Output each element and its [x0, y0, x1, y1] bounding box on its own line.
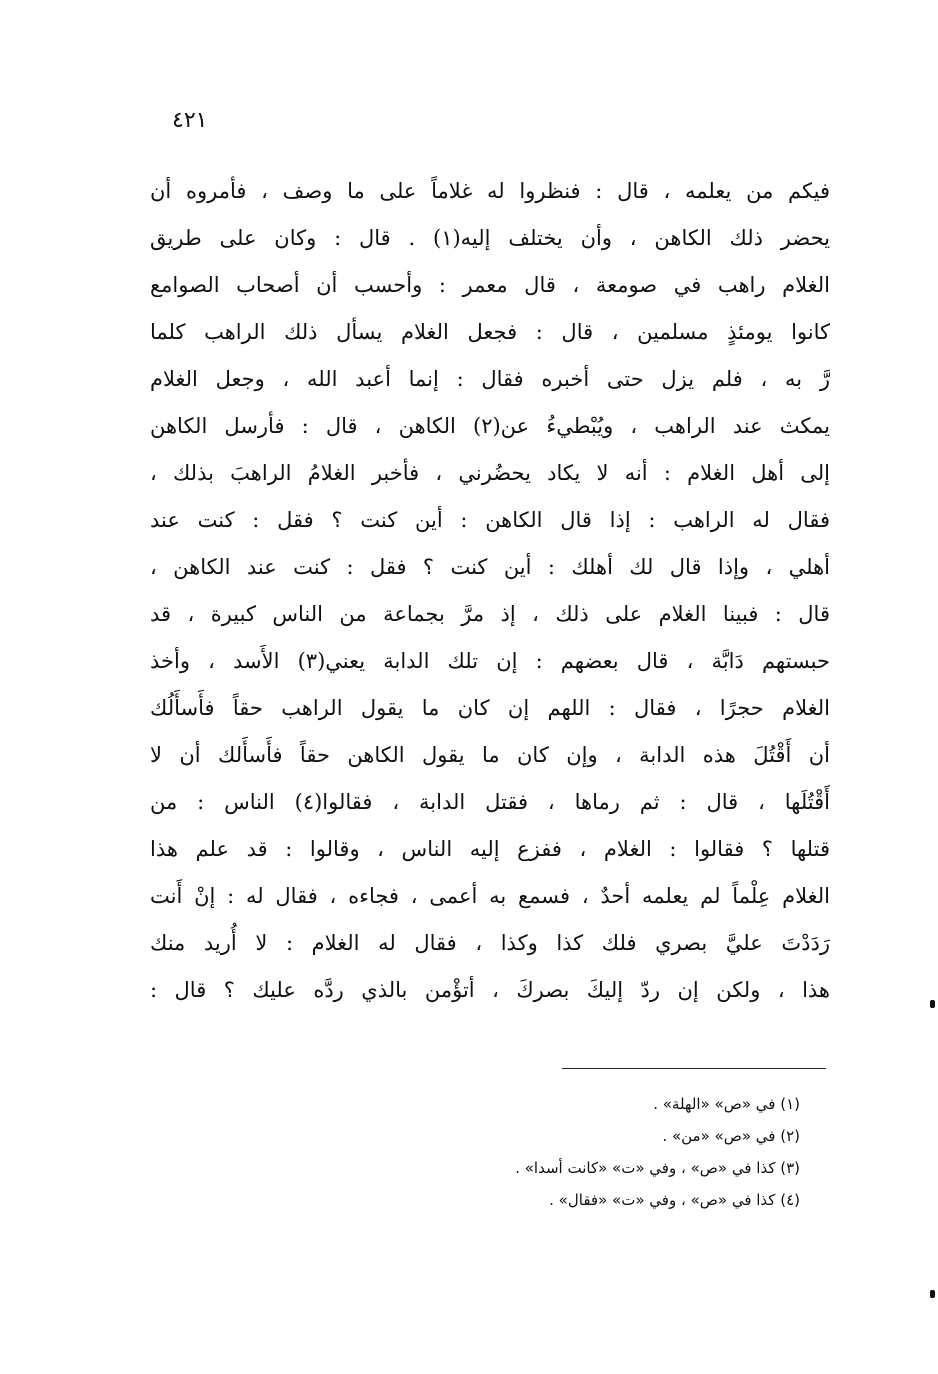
text-line: هذا ، ولكن إن ردّ إليكَ بصركَ ، أتؤْمن بالذي ردَّه عليك ؟ قال :: [150, 978, 830, 1002]
footnotes: [300, 1088, 800, 1216]
text-line: فقال له الراهب : إذا قال الكاهن : أين كنت ؟ فقل : كنت عند: [150, 508, 830, 532]
text-line: يمكث عند الراهب ، ويُبْطيءُ عن(٢) الكاهن ، قال : فأرسل الكاهن: [150, 414, 830, 438]
text-line: حبستهم دَابَّة ، قال بعضهم : إن تلك الدابة يعني(٣) الأَسد ، وأخذ: [150, 649, 830, 673]
text-line: الغلام راهب في صومعة ، قال معمر : وأحسب أن أصحاب الصوامع: [150, 273, 830, 297]
text-line: الغلام عِلْماً لم يعلمه أحدٌ ، فسمع به أعمى ، فجاءه ، فقال له : إنْ أَنت: [150, 884, 830, 908]
text-line: أن أَقْتُلَ هذه الدابة ، وإن كان ما يقول الكاهن حقاً فأَسأَلك أن لا: [150, 743, 830, 767]
footnote-divider: [562, 1068, 826, 1069]
margin-mark: [930, 1000, 935, 1008]
footnote-2: (٢) في «ص» «من» .: [662, 1127, 800, 1145]
footnote-3: (٣) كذا في «ص» ، وفي «ت» «كانت أسدا» .: [515, 1159, 800, 1177]
text-line: الغلام حجرًا ، فقال : اللهم إن كان ما يقول الراهب حقاً فأَسأَلُك: [150, 696, 830, 720]
footnote-4: (٤) كذا في «ص» ، وفي «ت» «فقال» .: [549, 1191, 800, 1209]
text-line: أَقْتُلَها ، قال : ثم رماها ، فقتل الدابة ، فقالوا(٤) الناس : من: [150, 790, 830, 814]
text-line: أهلي ، وإذا قال لك أهلك : أين كنت ؟ فقل : كنت عند الكاهن ،: [150, 555, 830, 579]
body-text: [150, 168, 830, 1014]
text-line: يحضر ذلك الكاهن ، وأن يختلف إليه(١) . قال : وكان على طريق: [150, 226, 830, 250]
text-line: كانوا يومئذٍ مسلمين ، قال : فجعل الغلام يسأل ذلك الراهب كلما: [150, 320, 830, 344]
text-line: فيكم من يعلمه ، قال : فنظروا له غلاماً على ما وصف ، فأمروه أن: [150, 179, 830, 203]
text-line: قتلها ؟ فقالوا : الغلام ، ففزع إليه الناس ، وقالوا : قد علم هذا: [150, 837, 830, 861]
text-line: رَّ به ، فلم يزل حتى أخبره فقال : إنما أعبد الله ، وجعل الغلام: [150, 367, 830, 391]
text-line: رَدَدْتَ عليَّ بصري فلك كذا وكذا ، فقال له الغلام : لا أُريد منك: [150, 931, 830, 955]
page-number: ٤٢١: [172, 108, 208, 133]
margin-mark: [930, 1290, 935, 1298]
text-line: قال : فبينا الغلام على ذلك ، إذ مرَّ بجماعة من الناس كبيرة ، قد: [150, 602, 830, 626]
text-line: إلى أهل الغلام : أنه لا يكاد يحضُرني ، فأخبر الغلامُ الراهبَ بذلك ،: [150, 461, 830, 485]
footnote-1: (١) في «ص» «الهلة» .: [653, 1095, 800, 1113]
